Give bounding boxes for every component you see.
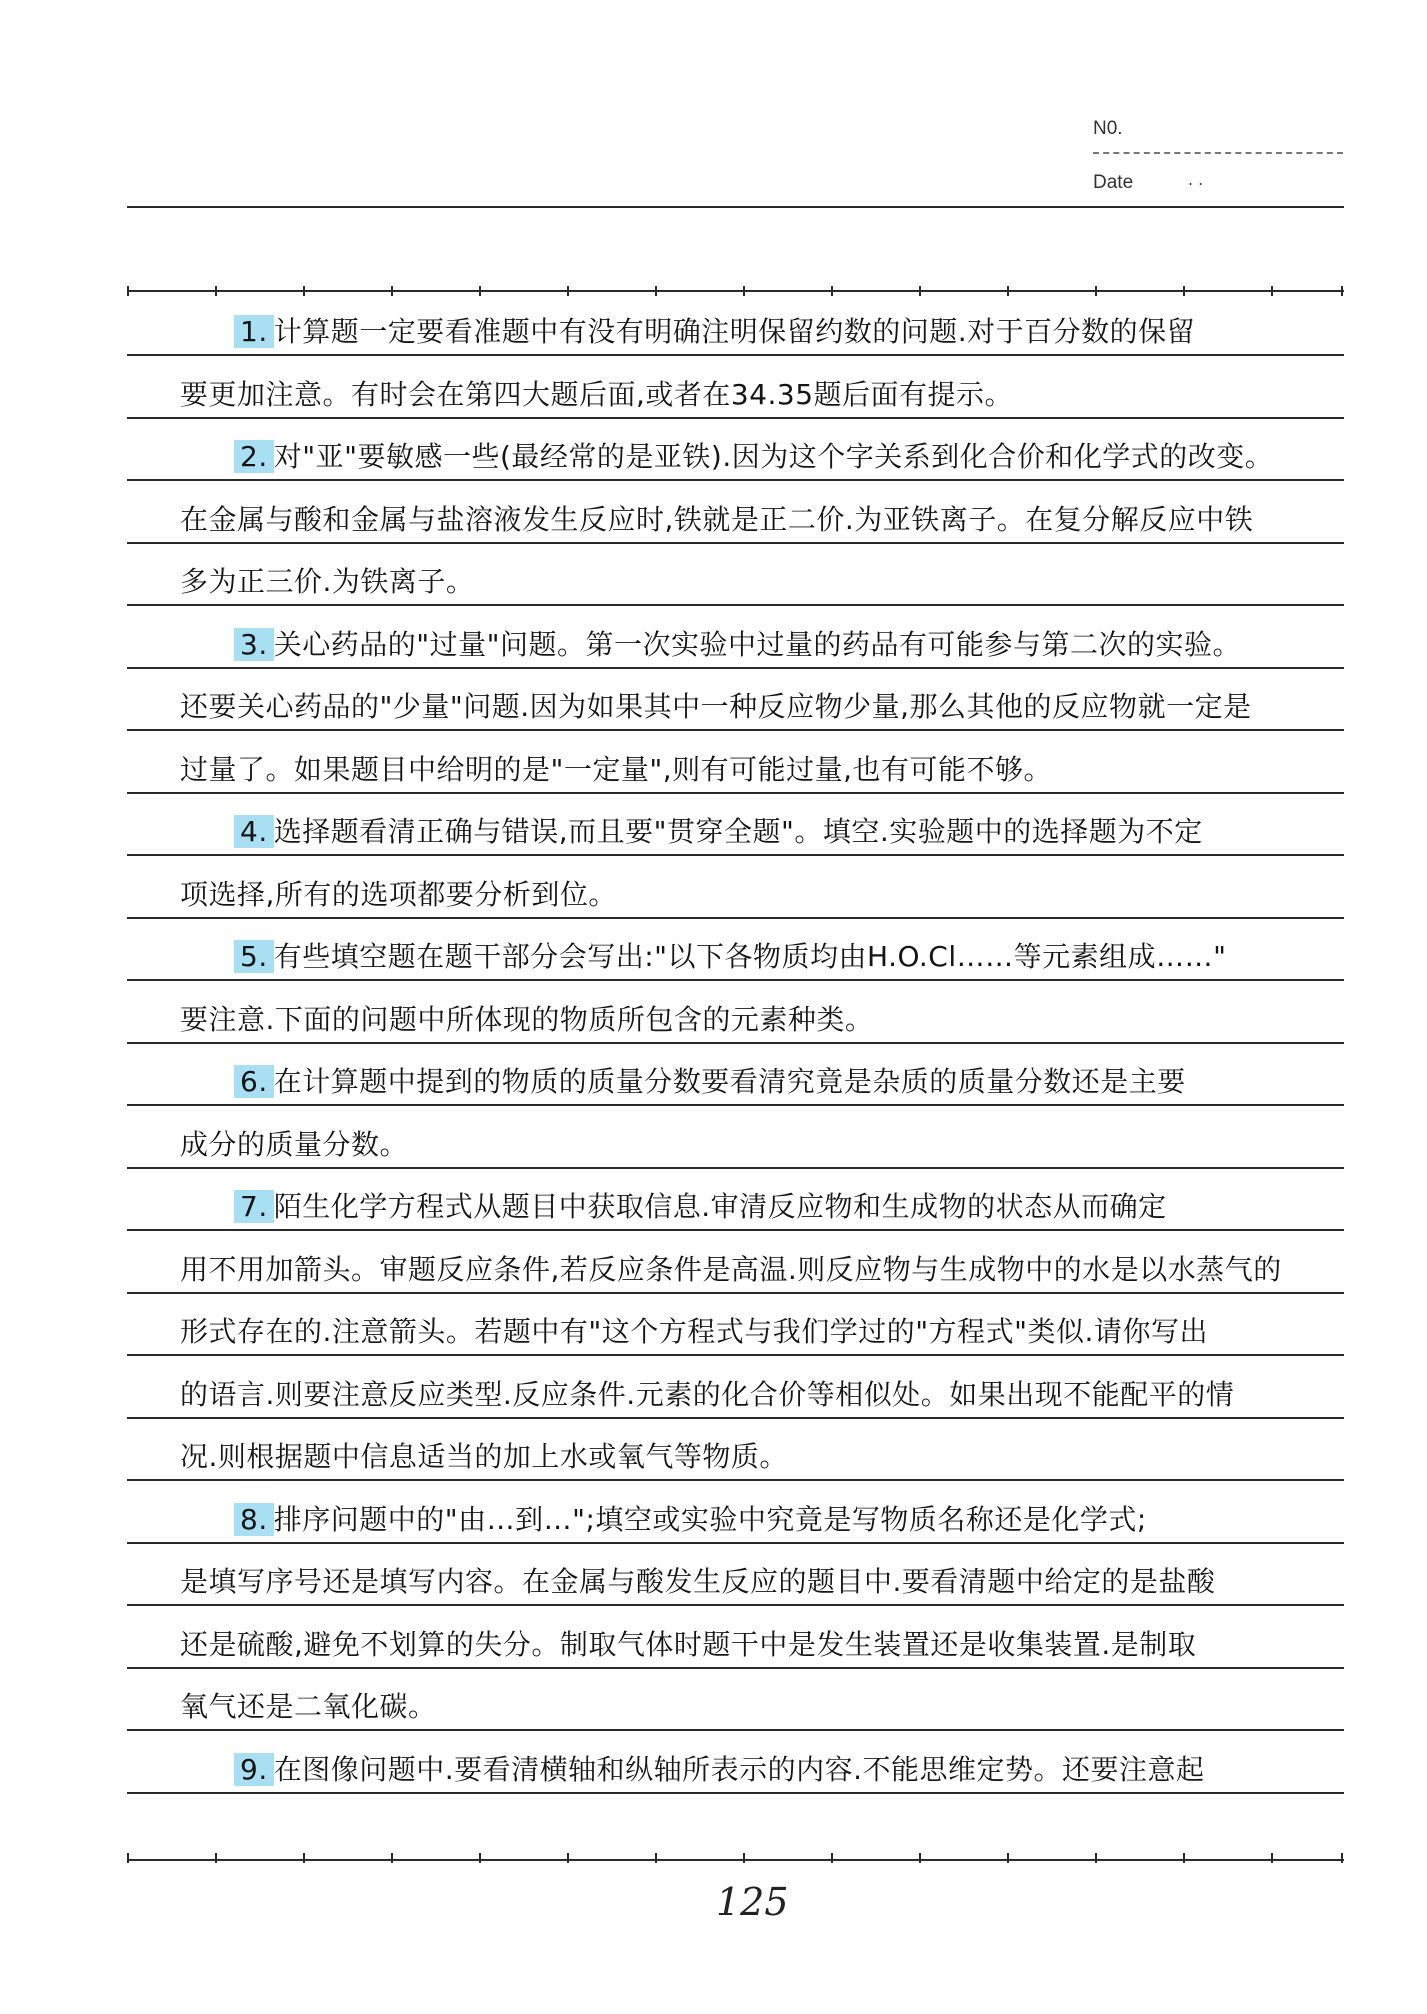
ruled-line bbox=[127, 979, 1344, 981]
note-text: 对"亚"要敏感一些(最经常的是亚铁).因为这个字关系到化合价和化学式的改变。 bbox=[273, 440, 1274, 473]
note-line bbox=[180, 564, 1330, 600]
note-text: 形式存在的.注意箭头。若题中有"这个方程式与我们学过的"方程式"类似.请你写出 bbox=[180, 1315, 1208, 1348]
ruled-line bbox=[127, 667, 1344, 669]
note-line bbox=[180, 1439, 1330, 1475]
numbered-note-line bbox=[240, 1064, 1330, 1100]
item-number-highlight: 8. bbox=[234, 1503, 274, 1536]
note-text: 在图像问题中.要看清横轴和纵轴所表示的内容.不能思维定势。还要注意起 bbox=[273, 1753, 1205, 1786]
page-number: 125 bbox=[716, 1880, 789, 1924]
top-rule bbox=[127, 290, 1344, 292]
ruled-line bbox=[127, 917, 1344, 919]
note-text: 况.则根据题中信息适当的加上水或氧气等物质。 bbox=[180, 1440, 788, 1473]
note-line bbox=[180, 1002, 1330, 1038]
item-number-highlight: 4. bbox=[234, 815, 274, 848]
item-number-highlight: 1. bbox=[234, 315, 274, 348]
ruled-line bbox=[127, 417, 1344, 419]
header-rule bbox=[127, 206, 1344, 208]
note-line bbox=[180, 1627, 1330, 1663]
ruled-line bbox=[127, 1792, 1344, 1794]
note-text: 氧气还是二氧化碳。 bbox=[180, 1690, 437, 1723]
note-line bbox=[180, 877, 1330, 913]
item-number-highlight: 3. bbox=[234, 628, 274, 661]
note-text: 在计算题中提到的物质的质量分数要看清究竟是杂质的质量分数还是主要 bbox=[273, 1065, 1186, 1098]
ruled-line bbox=[127, 1542, 1344, 1544]
note-text: 要更加注意。有时会在第四大题后面,或者在34.35题后面有提示。 bbox=[180, 378, 1014, 411]
ruled-line bbox=[127, 1354, 1344, 1356]
item-number-highlight: 5. bbox=[234, 940, 274, 973]
note-text: 还要关心药品的"少量"问题.因为如果其中一种反应物少量,那么其他的反应物就一定是 bbox=[180, 690, 1252, 723]
note-line bbox=[180, 377, 1330, 413]
number-dashed-line bbox=[1093, 152, 1343, 154]
date-label: Date bbox=[1093, 172, 1134, 193]
note-line bbox=[180, 1377, 1330, 1413]
ruled-line bbox=[127, 1667, 1344, 1669]
date-dots: . . bbox=[1188, 170, 1204, 189]
note-line bbox=[180, 1127, 1330, 1163]
ruled-line bbox=[127, 1417, 1344, 1419]
ruled-line bbox=[127, 792, 1344, 794]
numbered-note-line bbox=[240, 1752, 1330, 1788]
ruled-line bbox=[127, 1229, 1344, 1231]
numbered-note-line bbox=[240, 939, 1330, 975]
note-text: 在金属与酸和金属与盐溶液发生反应时,铁就是正二价.为亚铁离子。在复分解反应中铁 bbox=[180, 503, 1254, 536]
note-line bbox=[180, 1564, 1330, 1600]
ruled-line bbox=[127, 542, 1344, 544]
ruled-line bbox=[127, 1042, 1344, 1044]
ruled-line bbox=[127, 1604, 1344, 1606]
note-line bbox=[180, 1252, 1330, 1288]
item-number-highlight: 7. bbox=[234, 1190, 274, 1223]
note-text: 计算题一定要看准题中有没有明确注明保留约数的问题.对于百分数的保留 bbox=[273, 315, 1196, 348]
ruled-line bbox=[127, 479, 1344, 481]
item-number-highlight: 9. bbox=[234, 1753, 274, 1786]
note-text: 用不用加箭头。审题反应条件,若反应条件是高温.则反应物与生成物中的水是以水蒸气的 bbox=[180, 1253, 1282, 1286]
numbered-note-line bbox=[240, 1502, 1330, 1538]
note-line bbox=[180, 502, 1330, 538]
note-text: 有些填空题在题干部分会写出:"以下各物质均由H.O.Cl……等元素组成……" bbox=[273, 940, 1227, 973]
note-text: 多为正三价.为铁离子。 bbox=[180, 565, 475, 598]
note-text: 关心药品的"过量"问题。第一次实验中过量的药品有可能参与第二次的实验。 bbox=[273, 628, 1241, 661]
note-line bbox=[180, 1314, 1330, 1350]
numbered-note-line bbox=[240, 439, 1330, 475]
ruled-line bbox=[127, 1292, 1344, 1294]
number-label: N0. bbox=[1093, 118, 1123, 139]
note-text: 项选择,所有的选项都要分析到位。 bbox=[180, 878, 617, 911]
note-text: 的语言.则要注意反应类型.反应条件.元素的化合价等相似处。如果出现不能配平的情 bbox=[180, 1378, 1235, 1411]
ruled-line bbox=[127, 354, 1344, 356]
note-line bbox=[180, 689, 1330, 725]
bottom-tick-row bbox=[127, 1853, 1344, 1863]
note-text: 过量了。如果题目中给明的是"一定量",则有可能过量,也有可能不够。 bbox=[180, 753, 1053, 786]
note-text: 陌生化学方程式从题目中获取信息.审清反应物和生成物的状态从而确定 bbox=[273, 1190, 1167, 1223]
ruled-line bbox=[127, 604, 1344, 606]
ruled-line bbox=[127, 1167, 1344, 1169]
numbered-note-line bbox=[240, 314, 1330, 350]
note-text: 选择题看清正确与错误,而且要"贯穿全题"。填空.实验题中的选择题为不定 bbox=[273, 815, 1203, 848]
note-line bbox=[180, 752, 1330, 788]
note-text: 要注意.下面的问题中所体现的物质所包含的元素种类。 bbox=[180, 1003, 874, 1036]
numbered-note-line bbox=[240, 814, 1330, 850]
ruled-line bbox=[127, 854, 1344, 856]
item-number-highlight: 6. bbox=[234, 1065, 274, 1098]
ruled-line bbox=[127, 1479, 1344, 1481]
numbered-note-line bbox=[240, 1189, 1330, 1225]
ruled-line bbox=[127, 729, 1344, 731]
note-text: 排序问题中的"由…到…";填空或实验中究竟是写物质名称还是化学式; bbox=[273, 1503, 1147, 1536]
note-text: 是填写序号还是填写内容。在金属与酸发生反应的题目中.要看清题中给定的是盐酸 bbox=[180, 1565, 1216, 1598]
ruled-line bbox=[127, 1104, 1344, 1106]
note-text: 成分的质量分数。 bbox=[180, 1128, 409, 1161]
ruled-line bbox=[127, 1729, 1344, 1731]
note-line bbox=[180, 1689, 1330, 1725]
note-text: 还是硫酸,避免不划算的失分。制取气体时题干中是发生装置还是收集装置.是制取 bbox=[180, 1628, 1197, 1661]
item-number-highlight: 2. bbox=[234, 440, 274, 473]
numbered-note-line bbox=[240, 627, 1330, 663]
